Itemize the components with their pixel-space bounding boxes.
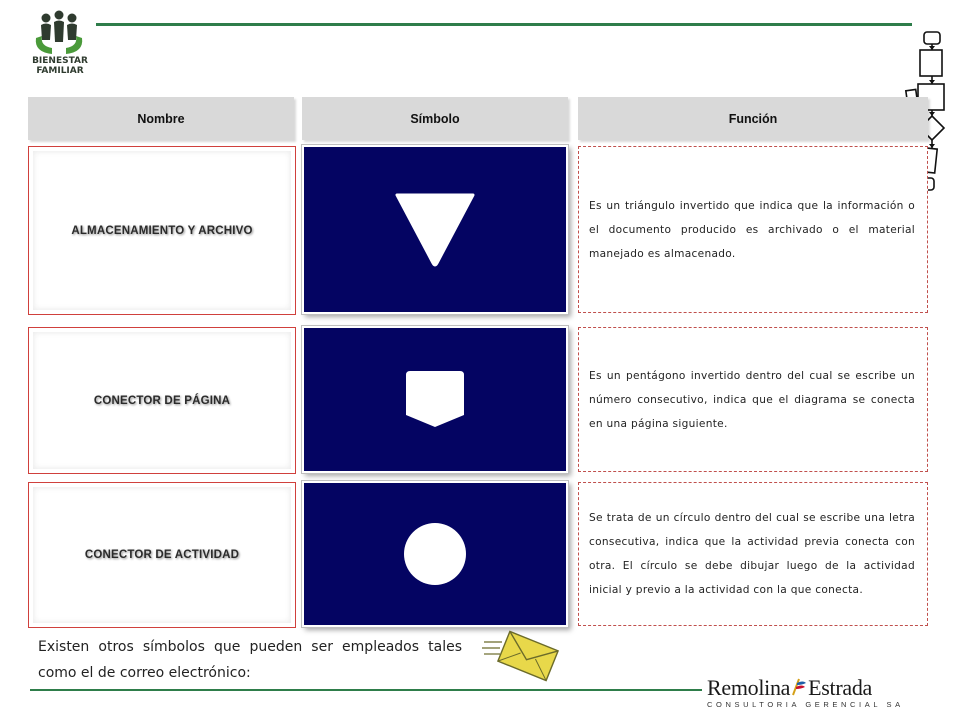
brand-flag-icon (791, 677, 807, 697)
inverted-pentagon-icon (402, 369, 468, 431)
logo-text-line1: BIENESTAR (32, 56, 88, 66)
brand-name-part1: Remolina (707, 675, 791, 700)
symbol-box (302, 481, 568, 627)
symbol-box (302, 145, 568, 314)
row-name-box (28, 146, 296, 315)
row-name-box (28, 327, 296, 474)
symbol-box (302, 326, 568, 473)
row-name-label: CONECTOR DE PÁGINA (93, 394, 231, 407)
logo-text (30, 56, 90, 76)
function-description: Es un pentágono invertido dentro del cual se escribe un número consecutivo, indica que el diagrama se conecta en una página siguiente. (589, 369, 915, 430)
brand-name (707, 675, 872, 701)
column-header-function: Función (578, 97, 928, 140)
email-envelope-icon (480, 628, 560, 684)
function-box (578, 327, 928, 472)
circle-icon (402, 521, 468, 587)
logo-text-line2: FAMILIAR (36, 66, 84, 76)
family-logo-icon (28, 8, 90, 56)
function-description: Se trata de un círculo dentro del cual se escribe una letra consecutiva, indica que la actividad previa conecta con otra. El círculo se debe dibujar luego de la actividad inicial y previo a la actividad con la que conecta. (589, 512, 915, 596)
row-name-box (28, 482, 296, 628)
footer-rule (30, 689, 702, 691)
header-rule (96, 23, 912, 26)
column-header-name: Nombre (28, 97, 294, 140)
brand-tagline: CONSULTORIA GERENCIAL SA (707, 700, 904, 709)
function-box (578, 146, 928, 313)
row-name-label: CONECTOR DE ACTIVIDAD (84, 549, 240, 561)
footer-note: Existen otros símbolos que pueden ser empleados tales como el de correo electrónico: (38, 639, 462, 681)
column-header-symbol: Símbolo (302, 97, 568, 140)
function-description: Es un triángulo invertido que indica que la información o el documento producido es archivado o el material manejado es almacenado. (589, 199, 915, 260)
function-box (578, 482, 928, 626)
row-name-label: ALMACENAMIENTO Y ARCHIVO (71, 224, 253, 237)
brand-name-part2: Estrada (808, 675, 873, 700)
inverted-triangle-icon (393, 191, 477, 269)
